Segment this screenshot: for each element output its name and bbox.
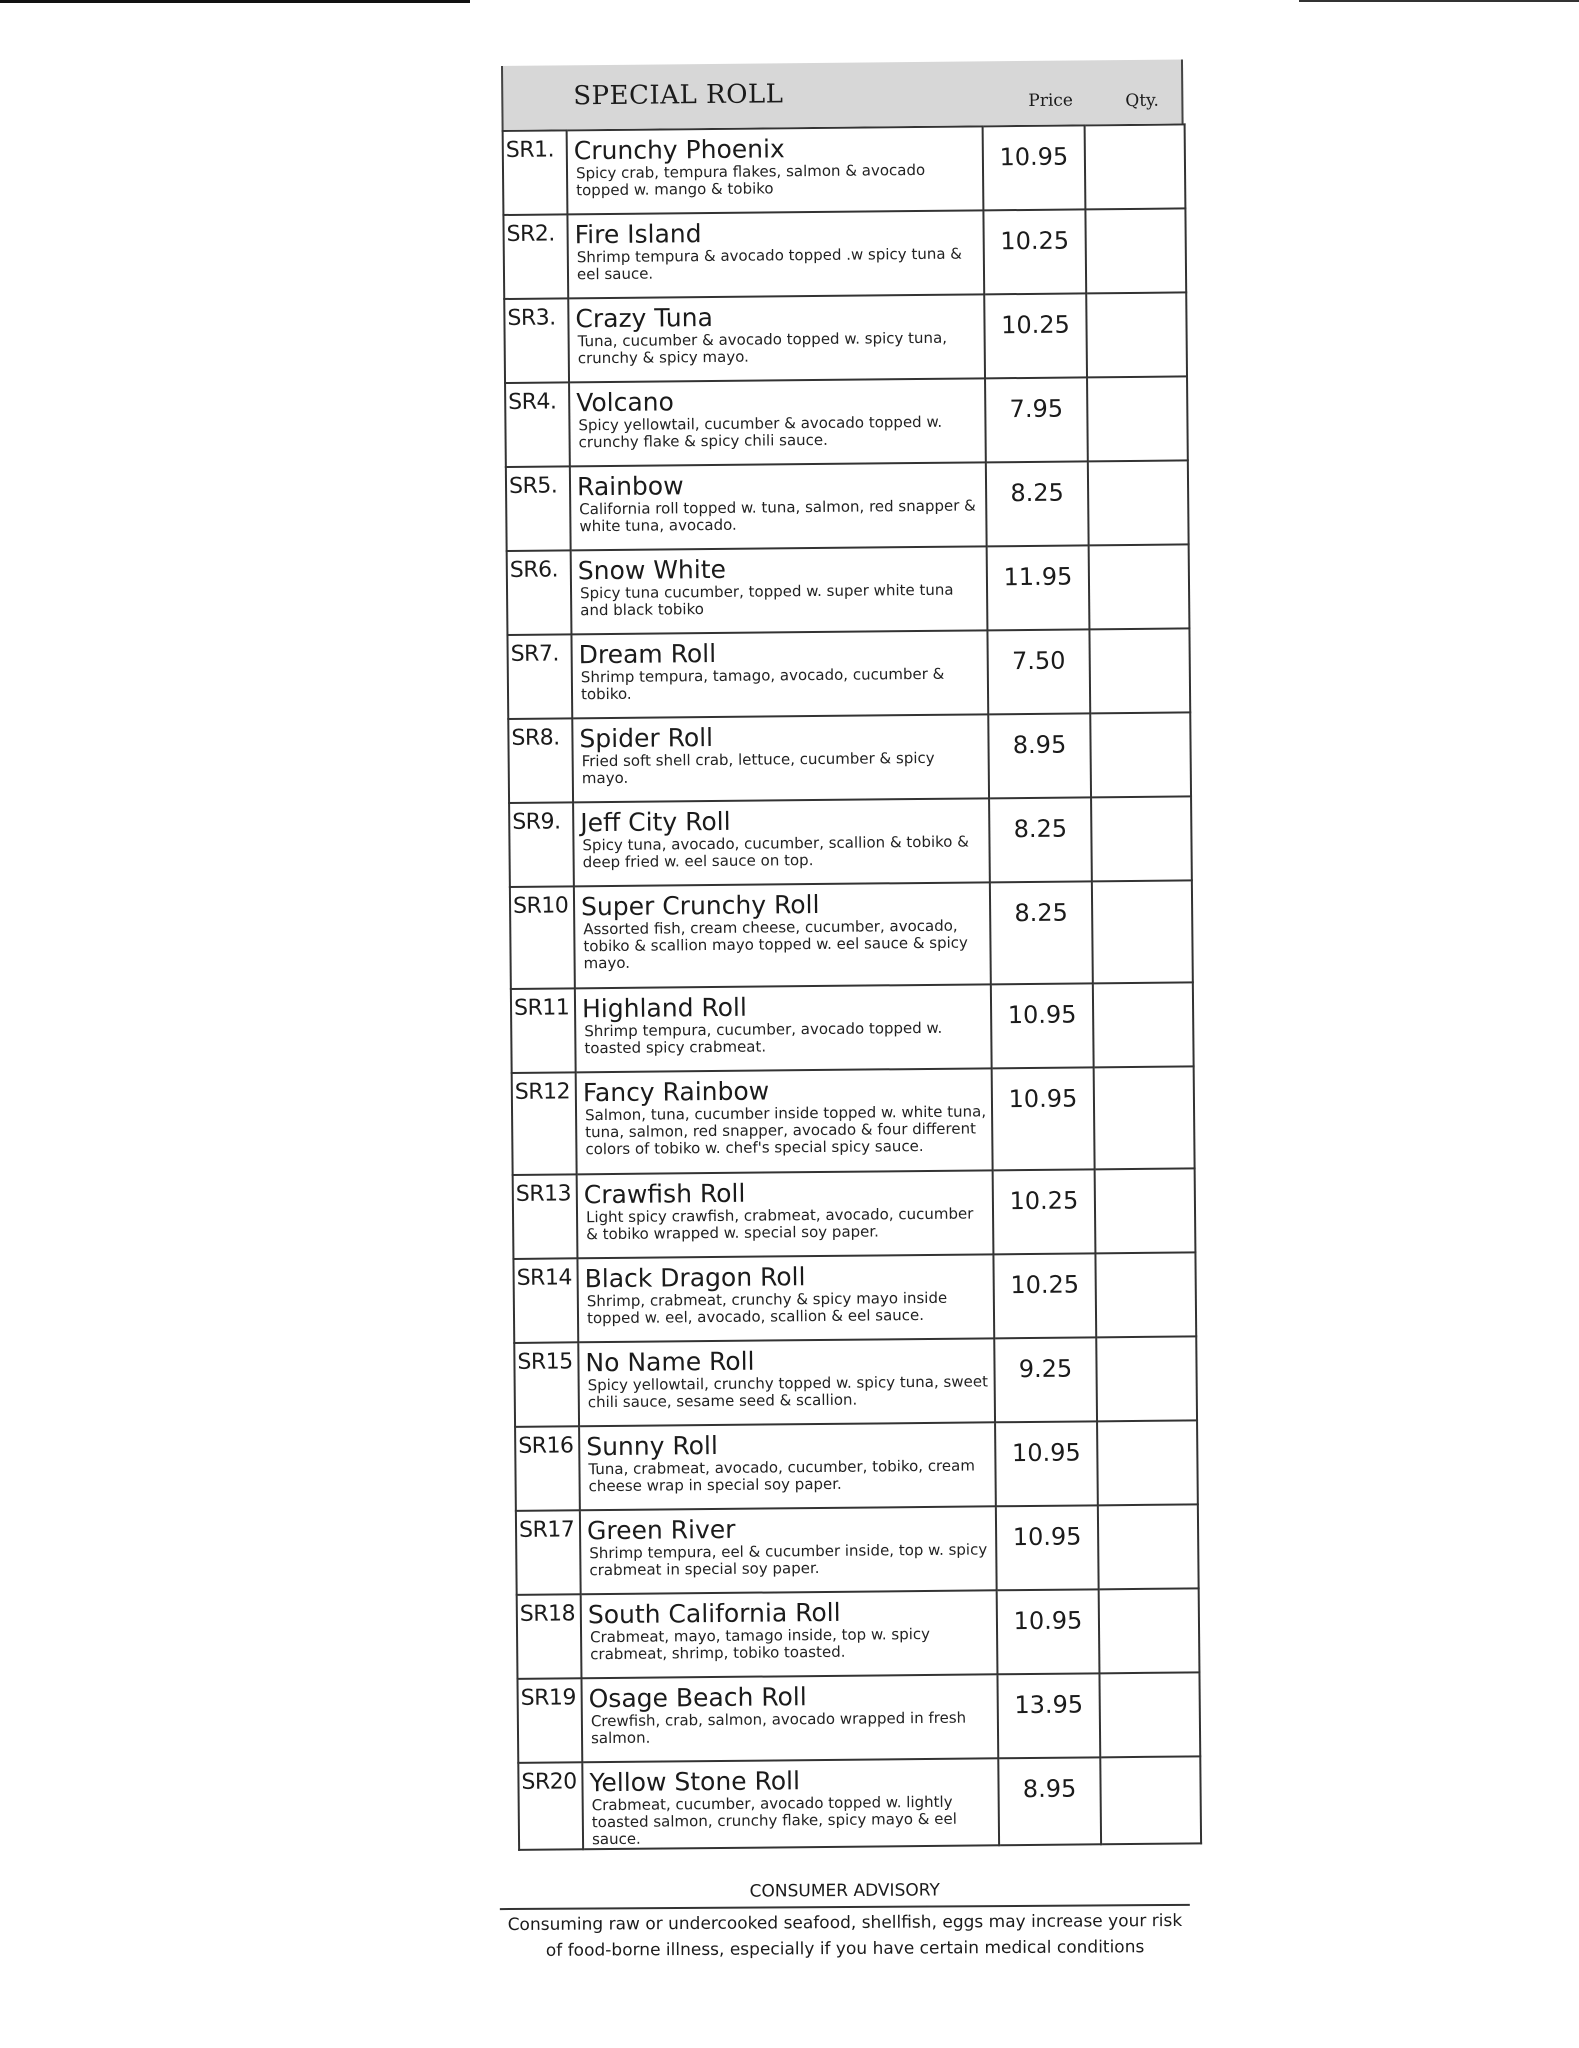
item-price: 8.25 (1014, 898, 1069, 928)
scan-edge-top (0, 0, 470, 3)
item-cell (579, 1422, 996, 1510)
consumer-advisory (500, 1880, 1190, 1964)
item-price-cell (997, 1673, 1100, 1758)
item-cell (574, 882, 991, 988)
item-cell (570, 462, 987, 550)
item-price-cell (983, 125, 1086, 210)
item-price: 9.25 (1018, 1354, 1073, 1384)
menu-row (504, 292, 1187, 383)
item-cell (567, 210, 984, 298)
item-code: SR17 (518, 1517, 575, 1543)
item-cell (580, 1506, 997, 1594)
item-code: SR15 (517, 1349, 573, 1375)
item-price: 8.95 (1022, 1774, 1077, 1804)
item-code-cell (513, 1258, 578, 1343)
menu-row (513, 1252, 1196, 1343)
menu-row (508, 712, 1191, 803)
item-cell (577, 1254, 994, 1342)
menu-row (505, 376, 1188, 467)
menu-header (501, 59, 1184, 130)
menu-row (509, 796, 1192, 887)
item-description: Crewfish, crab, salmon, avocado wrapped in fresh salmon. (590, 1708, 967, 1748)
item-price: 10.25 (1001, 310, 1071, 340)
item-price-cell (994, 1337, 1097, 1422)
item-price-cell (986, 461, 1089, 546)
item-name: Super Crunchy Roll (580, 889, 820, 922)
qty-entry-cell[interactable] (1099, 1588, 1200, 1673)
item-cell (578, 1338, 995, 1426)
item-name: No Name Roll (585, 1346, 755, 1378)
item-price: 10.95 (999, 142, 1069, 172)
qty-entry-cell[interactable] (1086, 292, 1187, 377)
item-code: SR16 (518, 1433, 574, 1459)
item-name: Highland Roll (581, 992, 748, 1024)
qty-entry-cell[interactable] (1096, 1336, 1197, 1421)
item-name: Fancy Rainbow (582, 1076, 770, 1108)
item-description: Spicy yellowtail, cucumber & avocado topped w. crunchy flake & spicy chili sauce. (578, 412, 943, 452)
menu-row (518, 1756, 1201, 1850)
item-price-cell (987, 545, 1090, 630)
menu-row (517, 1588, 1200, 1679)
menu-row (516, 1504, 1199, 1595)
item-cell (576, 1068, 993, 1174)
item-name: Dream Roll (578, 638, 717, 670)
item-name: Crawfish Roll (583, 1178, 746, 1210)
item-name: Yellow Stone Roll (589, 1766, 801, 1798)
item-description: Shrimp, crabmeat, crunchy & spicy mayo inside topped w. eel, avocado, scallion & eel sauce. (586, 1288, 948, 1328)
item-price-cell (984, 293, 1087, 378)
item-price-cell (996, 1505, 1099, 1590)
item-name: Black Dragon Roll (584, 1262, 806, 1294)
item-price-cell (993, 1253, 1096, 1338)
item-code-cell (507, 634, 572, 719)
item-cell (569, 378, 986, 466)
item-code-cell (517, 1678, 582, 1763)
item-name: Snow White (577, 554, 727, 586)
item-cell (577, 1170, 994, 1258)
item-cell (581, 1674, 998, 1762)
item-price: 10.95 (1011, 1438, 1081, 1468)
advisory-title: CONSUMER ADVISORY (749, 1880, 940, 1902)
item-description: Crabmeat, cucumber, avocado topped w. lightly toasted salmon, crunchy flake, spicy mayo & eel sauce. (591, 1792, 957, 1849)
item-price-cell (990, 881, 1093, 984)
item-code-cell (515, 1426, 580, 1511)
item-price-cell (995, 1421, 1098, 1506)
item-description: Crabmeat, mayo, tamago inside, top w. spicy crabmeat, shrimp, tobiko toasted. (590, 1624, 931, 1664)
item-name: Jeff City Roll (580, 806, 731, 838)
item-name: Crunchy Phoenix (573, 134, 785, 166)
item-code-cell (507, 550, 572, 635)
scan-edge-right (1299, 0, 1579, 2)
menu-title: SPECIAL ROLL (573, 79, 784, 112)
item-price: 13.95 (1014, 1690, 1084, 1720)
item-price-cell (987, 629, 1090, 714)
item-code-cell (504, 298, 569, 383)
item-price: 10.95 (1008, 1084, 1078, 1114)
item-price: 10.95 (1013, 1606, 1083, 1636)
item-description: Shrimp tempura, cucumber, avocado topped w. toasted spicy crabmeat. (584, 1018, 943, 1058)
qty-entry-cell[interactable] (1085, 124, 1186, 209)
item-description: Tuna, cucumber & avocado topped w. spicy tuna, crunchy & spicy mayo. (577, 328, 948, 368)
item-code-cell (514, 1342, 579, 1427)
qty-entry-cell[interactable] (1087, 376, 1188, 461)
item-code-cell (506, 466, 571, 551)
item-code-cell (503, 130, 568, 215)
item-cell (572, 714, 989, 802)
item-price-cell (998, 1757, 1101, 1845)
item-price-cell (991, 983, 1094, 1068)
qty-entry-cell[interactable] (1095, 1168, 1196, 1253)
item-code-cell (518, 1762, 583, 1850)
item-code: SR5. (508, 473, 558, 499)
item-price-cell (997, 1589, 1100, 1674)
item-code: SR2. (506, 221, 555, 247)
item-cell (567, 126, 984, 214)
qty-entry-cell[interactable] (1099, 1672, 1200, 1757)
item-price: 8.95 (1012, 730, 1067, 760)
item-name: Osage Beach Roll (588, 1682, 807, 1714)
item-code-cell (508, 718, 573, 803)
item-price: 11.95 (1003, 562, 1073, 592)
item-price-cell (992, 1067, 1095, 1170)
item-description: Spicy crab, tempura flakes, salmon & avocado topped w. mango & tobiko (575, 160, 926, 200)
item-code-cell (510, 886, 575, 989)
item-code: SR20 (521, 1769, 577, 1795)
item-price: 10.95 (1012, 1522, 1082, 1552)
item-cell (582, 1758, 999, 1849)
menu-row (507, 544, 1190, 635)
item-price-cell (993, 1169, 1096, 1254)
item-price: 10.95 (1007, 1000, 1077, 1030)
qty-column-header: Qty. (1125, 90, 1159, 112)
item-description: Light spicy crawfish, crabmeat, avocado, cucumber & tobiko wrapped w. special soy paper. (585, 1204, 974, 1244)
qty-entry-cell[interactable] (1090, 712, 1191, 797)
item-code: SR19 (520, 1685, 577, 1711)
item-name: Sunny Roll (586, 1430, 718, 1462)
rolls-table (502, 123, 1202, 1850)
item-description: Shrimp tempura, eel & cucumber inside, top w. spicy crabmeat in special soy paper. (589, 1540, 988, 1580)
item-cell (568, 294, 985, 382)
menu-row (503, 124, 1186, 215)
menu-row (510, 880, 1193, 989)
item-price-cell (989, 797, 1092, 882)
item-description: Spicy yellowtail, crunchy topped w. spicy tuna, sweet chili sauce, sesame seed & scallion. (587, 1372, 988, 1412)
item-code-cell (512, 1072, 577, 1175)
menu-row (511, 982, 1194, 1073)
item-code: SR18 (519, 1601, 576, 1627)
item-code-cell (516, 1510, 581, 1595)
item-name: Rainbow (576, 471, 684, 502)
menu-row (513, 1168, 1196, 1259)
item-code: SR7. (510, 641, 560, 667)
item-price-cell (983, 209, 1086, 294)
item-description: Fried soft shell crab, lettuce, cucumber & spicy mayo. (581, 748, 935, 788)
item-code: SR13 (515, 1181, 572, 1207)
item-name: Spider Roll (579, 722, 714, 754)
item-code: SR9. (512, 809, 561, 835)
rolls-table-body (503, 124, 1201, 1849)
item-price: 10.25 (1000, 226, 1070, 256)
item-cell (571, 546, 988, 634)
item-code: SR12 (514, 1079, 571, 1105)
item-cell (575, 984, 992, 1072)
item-code-cell (503, 214, 568, 299)
item-description: California roll topped w. tuna, salmon, red snapper & white tuna, avocado. (579, 496, 976, 536)
item-price: 8.25 (1013, 814, 1068, 844)
item-name: Volcano (576, 387, 674, 418)
item-description: Assorted fish, cream cheese, cucumber, avocado, tobiko & scallion mayo topped w. eel sauce & spicy mayo. (583, 916, 968, 973)
qty-entry-cell[interactable] (1100, 1756, 1201, 1844)
item-code-cell (505, 382, 570, 467)
item-name: Fire Island (574, 219, 702, 250)
item-code: SR10 (512, 893, 569, 919)
item-name: Green River (586, 1514, 736, 1546)
item-code: SR11 (513, 995, 570, 1021)
item-code-cell (517, 1594, 582, 1679)
advisory-text: Consuming raw or undercooked seafood, shellfish, eggs may increase your risk of food-borne illness, especially if you have certain medical conditions (507, 1910, 1183, 1961)
item-code-cell (509, 802, 574, 887)
item-price: 10.25 (1010, 1270, 1080, 1300)
item-cell (573, 798, 990, 886)
item-code: SR6. (509, 557, 559, 583)
menu-row (512, 1066, 1195, 1175)
item-cell (571, 630, 988, 718)
item-code: SR4. (508, 389, 557, 415)
qty-entry-cell[interactable] (1091, 796, 1192, 881)
item-price: 7.50 (1011, 646, 1066, 676)
menu-row (506, 460, 1189, 551)
qty-entry-cell[interactable] (1088, 460, 1189, 545)
item-price: 10.25 (1009, 1186, 1079, 1216)
qty-entry-cell[interactable] (1089, 628, 1190, 713)
menu-row (517, 1672, 1200, 1763)
qty-entry-cell[interactable] (1092, 880, 1193, 983)
qty-entry-cell[interactable] (1093, 982, 1194, 1067)
item-price: 7.95 (1009, 394, 1064, 424)
item-cell (581, 1590, 998, 1678)
item-code: SR14 (516, 1265, 573, 1291)
item-price-cell (985, 377, 1088, 462)
menu-row (514, 1336, 1197, 1427)
item-name: South California Roll (587, 1597, 841, 1630)
item-description: Salmon, tuna, cucumber inside topped w. white tuna, tuna, salmon, red snapper, avocado & four different colors of tobiko w. chef's special spicy sauce. (584, 1102, 987, 1159)
menu-row (503, 208, 1186, 299)
qty-entry-cell[interactable] (1089, 544, 1190, 629)
item-description: Shrimp tempura, tamago, avocado, cucumber & tobiko. (580, 664, 945, 704)
item-code: SR8. (511, 725, 560, 751)
price-column-header: Price (1028, 90, 1074, 111)
menu-row (515, 1420, 1198, 1511)
qty-entry-cell[interactable] (1085, 208, 1186, 293)
qty-entry-cell[interactable] (1094, 1066, 1195, 1169)
item-code-cell (511, 988, 576, 1073)
item-code: SR1. (505, 137, 555, 163)
qty-entry-cell[interactable] (1095, 1252, 1196, 1337)
qty-entry-cell[interactable] (1097, 1420, 1198, 1505)
item-price: 8.25 (1010, 478, 1064, 508)
item-description: Spicy tuna, avocado, cucumber, scallion & tobiko & deep fried w. eel sauce on top. (582, 832, 969, 872)
qty-entry-cell[interactable] (1098, 1504, 1199, 1589)
item-description: Spicy tuna cucumber, topped w. super white tuna and black tobiko (579, 580, 954, 620)
item-price-cell (988, 713, 1091, 798)
item-code: SR3. (507, 305, 556, 331)
menu-row (507, 628, 1190, 719)
special-roll-menu (501, 59, 1200, 1850)
item-description: Shrimp tempura & avocado topped .w spicy tuna & eel sauce. (576, 244, 963, 284)
item-name: Crazy Tuna (575, 302, 713, 334)
item-code-cell (513, 1174, 578, 1259)
item-description: Tuna, crabmeat, avocado, cucumber, tobiko, cream cheese wrap in special soy paper. (588, 1456, 975, 1496)
